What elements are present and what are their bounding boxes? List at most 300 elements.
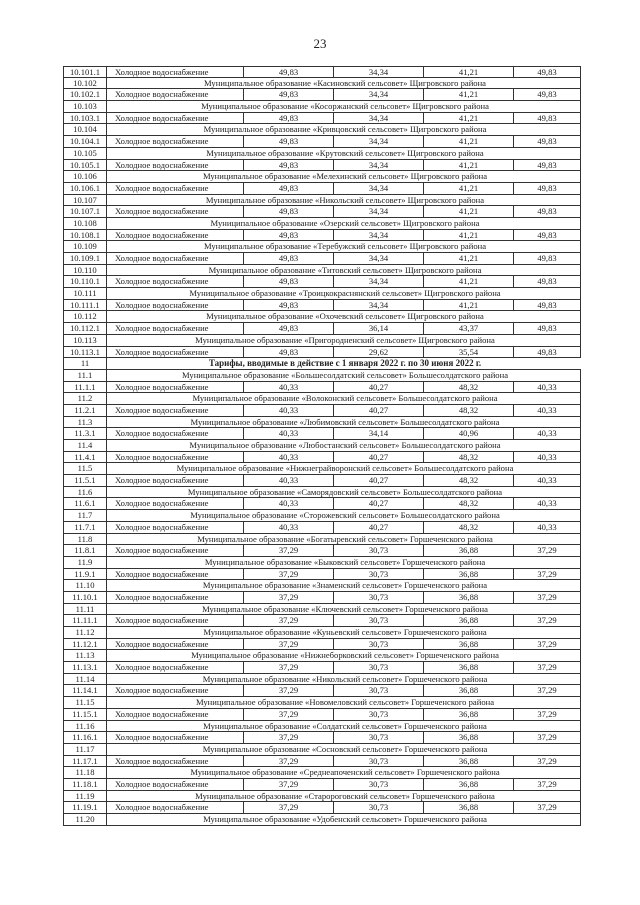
value-3: 41,21 bbox=[423, 160, 513, 171]
municipality-row bbox=[63, 241, 581, 253]
row-border bbox=[580, 791, 581, 802]
service-name: Холодное водоснабжение bbox=[115, 112, 209, 123]
municipality-row bbox=[63, 534, 581, 546]
row-number: 11.3.1 bbox=[63, 428, 107, 439]
value-1: 49,83 bbox=[243, 323, 333, 334]
municipality-name: Муниципальное образование «Среднеапоченский сельсовет» Горшеченского района bbox=[190, 767, 500, 778]
service-name: Холодное водоснабжение bbox=[115, 685, 209, 696]
row-number: 11.16.1 bbox=[63, 732, 107, 743]
row-border bbox=[580, 580, 581, 591]
value-4: 37,29 bbox=[513, 802, 581, 813]
value-3: 41,21 bbox=[423, 136, 513, 147]
row-number: 10.107.1 bbox=[63, 206, 107, 217]
service-name: Холодное водоснабжение bbox=[115, 253, 209, 263]
municipality-row bbox=[63, 311, 581, 323]
municipality-name: Муниципальное образование «Саморядовский сельсовет» Большесолдатского района bbox=[187, 486, 503, 497]
service-name: Холодное водоснабжение bbox=[115, 568, 209, 579]
value-3: 35,54 bbox=[423, 347, 513, 358]
row-number: 10.112 bbox=[63, 311, 107, 322]
tariff-row bbox=[63, 230, 581, 242]
row-number: 11.5.1 bbox=[63, 475, 107, 486]
municipality-row bbox=[63, 744, 581, 756]
service-name: Холодное водоснабжение bbox=[115, 708, 209, 719]
value-3: 48,32 bbox=[423, 405, 513, 416]
row-border bbox=[580, 487, 581, 498]
row-number: 10.109.1 bbox=[63, 253, 107, 264]
municipality-name: Муниципальное образование «Нижнеборковский сельсовет» Горшеченского района bbox=[191, 650, 499, 661]
row-border bbox=[580, 463, 581, 474]
service-name: Холодное водоснабжение bbox=[115, 591, 209, 602]
row-number: 11.15 bbox=[63, 697, 107, 708]
row-number: 10.104 bbox=[63, 124, 107, 135]
value-1: 49,83 bbox=[243, 67, 333, 77]
value-3: 36,88 bbox=[423, 615, 513, 626]
value-4: 37,29 bbox=[513, 662, 581, 673]
municipality-name: Муниципальное образование «Пригородненский сельсовет» Щигровского района bbox=[195, 334, 495, 345]
value-4: 49,83 bbox=[513, 276, 581, 287]
value-2: 34,14 bbox=[333, 428, 423, 439]
row-border bbox=[580, 604, 581, 615]
value-3: 36,88 bbox=[423, 779, 513, 790]
row-number: 10.102.1 bbox=[63, 89, 107, 100]
value-4: 49,83 bbox=[513, 160, 581, 171]
service-name: Холодное водоснабжение bbox=[115, 159, 209, 170]
municipality-name: Муниципальное образование «Охочевский сельсовет» Щигровского района bbox=[206, 311, 484, 322]
tariff-row bbox=[63, 89, 581, 101]
municipality-row bbox=[63, 604, 581, 616]
service-name: Холодное водоснабжение bbox=[115, 545, 209, 556]
row-number: 10.105.1 bbox=[63, 160, 107, 171]
row-number: 11.14.1 bbox=[63, 685, 107, 696]
value-3: 41,21 bbox=[423, 113, 513, 124]
value-4: 37,29 bbox=[513, 685, 581, 696]
municipality-row bbox=[63, 195, 581, 207]
row-border bbox=[580, 78, 581, 89]
value-4: 49,83 bbox=[513, 230, 581, 241]
service-name: Холодное водоснабжение bbox=[115, 67, 209, 77]
value-2: 34,34 bbox=[333, 253, 423, 264]
row-number: 10.108 bbox=[63, 218, 107, 229]
value-3: 36,88 bbox=[423, 685, 513, 696]
tariff-row bbox=[63, 685, 581, 697]
municipality-row bbox=[63, 580, 581, 592]
row-border bbox=[580, 767, 581, 778]
row-border bbox=[580, 195, 581, 206]
value-1: 49,83 bbox=[243, 347, 333, 358]
value-2: 30,73 bbox=[333, 569, 423, 580]
row-number: 10.104.1 bbox=[63, 136, 107, 147]
service-name: Холодное водоснабжение bbox=[115, 755, 209, 766]
value-1: 37,29 bbox=[243, 592, 333, 603]
municipality-row bbox=[63, 697, 581, 709]
municipality-row bbox=[63, 440, 581, 452]
service-name: Холодное водоснабжение bbox=[115, 136, 209, 147]
municipality-name: Муниципальное образование «Солдатский сельсовет» Горшеченского района bbox=[203, 720, 487, 731]
value-3: 36,88 bbox=[423, 662, 513, 673]
tariff-row bbox=[63, 709, 581, 721]
municipality-row bbox=[63, 393, 581, 405]
tariff-row bbox=[63, 498, 581, 510]
row-number: 10.111 bbox=[63, 288, 107, 299]
municipality-row bbox=[63, 335, 581, 347]
row-number: 11.4 bbox=[63, 440, 107, 451]
value-1: 40,33 bbox=[243, 498, 333, 509]
row-number: 10.110 bbox=[63, 265, 107, 276]
municipality-name: Муниципальное образование «Сосновский сельсовет» Горшеченского района bbox=[202, 743, 488, 754]
tariff-row bbox=[63, 253, 581, 265]
value-4: 37,29 bbox=[513, 615, 581, 626]
row-border bbox=[580, 650, 581, 661]
row-number: 11.7 bbox=[63, 510, 107, 521]
municipality-name: Муниципальное образование «Любостанский сельсовет» Большесолдатского района bbox=[189, 440, 501, 450]
value-1: 49,83 bbox=[243, 276, 333, 287]
service-name: Холодное водоснабжение bbox=[115, 404, 209, 415]
tariff-row bbox=[63, 662, 581, 674]
value-1: 37,29 bbox=[243, 709, 333, 720]
value-4: 49,83 bbox=[513, 323, 581, 334]
value-4: 40,33 bbox=[513, 498, 581, 509]
row-number: 11.10 bbox=[63, 580, 107, 591]
row-number: 11.7.1 bbox=[63, 522, 107, 533]
row-border bbox=[580, 440, 581, 451]
value-1: 40,33 bbox=[243, 382, 333, 393]
service-name: Холодное водоснабжение bbox=[115, 475, 209, 486]
row-number: 10.101.1 bbox=[63, 67, 107, 77]
row-number: 10.106 bbox=[63, 171, 107, 182]
row-number: 11.2 bbox=[63, 393, 107, 404]
tariff-row bbox=[63, 452, 581, 464]
section-row bbox=[63, 358, 581, 370]
value-1: 40,33 bbox=[243, 452, 333, 463]
row-number: 11.8.1 bbox=[63, 545, 107, 556]
value-1: 37,29 bbox=[243, 685, 333, 696]
value-2: 34,34 bbox=[333, 276, 423, 287]
tariff-row bbox=[63, 756, 581, 768]
row-number: 11.11.1 bbox=[63, 615, 107, 626]
row-number: 11.13 bbox=[63, 650, 107, 661]
row-number: 10.103.1 bbox=[63, 113, 107, 124]
municipality-row bbox=[63, 463, 581, 475]
value-4: 49,83 bbox=[513, 89, 581, 100]
value-3: 36,88 bbox=[423, 732, 513, 743]
value-3: 41,21 bbox=[423, 206, 513, 217]
value-3: 41,21 bbox=[423, 89, 513, 100]
service-name: Холодное водоснабжение bbox=[115, 381, 209, 392]
municipality-name: Муниципальное образование «Троицкокраснянский сельсовет» Щигровского района bbox=[189, 288, 501, 299]
row-border bbox=[580, 814, 581, 825]
row-number: 10.110.1 bbox=[63, 276, 107, 287]
row-number: 11.4.1 bbox=[63, 452, 107, 463]
municipality-name: Муниципальное образование «Титовский сельсовет» Щигровского района bbox=[208, 264, 482, 275]
value-1: 40,33 bbox=[243, 428, 333, 439]
value-4: 49,83 bbox=[513, 347, 581, 358]
row-number: 11.17 bbox=[63, 744, 107, 755]
row-number: 11.18 bbox=[63, 767, 107, 778]
value-3: 43,37 bbox=[423, 323, 513, 334]
row-number: 10.112.1 bbox=[63, 323, 107, 334]
value-3: 48,32 bbox=[423, 475, 513, 486]
row-border bbox=[580, 265, 581, 276]
value-3: 41,21 bbox=[423, 300, 513, 311]
municipality-row bbox=[63, 767, 581, 779]
value-2: 34,34 bbox=[333, 113, 423, 124]
value-1: 37,29 bbox=[243, 615, 333, 626]
municipality-name: Муниципальное образование «Удобенский сельсовет» Горшеченского района bbox=[203, 814, 487, 824]
tariff-row bbox=[63, 160, 581, 172]
row-number: 11.13.1 bbox=[63, 662, 107, 673]
service-name: Холодное водоснабжение bbox=[115, 778, 209, 789]
row-number: 11.5 bbox=[63, 463, 107, 474]
row-border bbox=[580, 721, 581, 732]
value-4: 37,29 bbox=[513, 639, 581, 650]
municipality-name: Муниципальное образование «Мелехинский сельсовет» Щигровского района bbox=[202, 171, 488, 182]
value-4: 49,83 bbox=[513, 136, 581, 147]
value-1: 37,29 bbox=[243, 732, 333, 743]
row-number: 11.11 bbox=[63, 604, 107, 615]
service-name: Холодное водоснабжение bbox=[115, 732, 209, 743]
service-name: Холодное водоснабжение bbox=[115, 802, 209, 813]
row-border bbox=[580, 218, 581, 229]
value-2: 34,34 bbox=[333, 136, 423, 147]
tariff-row bbox=[63, 545, 581, 557]
value-4: 40,33 bbox=[513, 522, 581, 533]
row-number: 10.103 bbox=[63, 101, 107, 112]
service-name: Холодное водоснабжение bbox=[115, 323, 209, 334]
municipality-row bbox=[63, 814, 581, 826]
value-2: 40,27 bbox=[333, 475, 423, 486]
value-4: 49,83 bbox=[513, 113, 581, 124]
value-4: 37,29 bbox=[513, 779, 581, 790]
row-number: 11.1 bbox=[63, 370, 107, 381]
value-1: 49,83 bbox=[243, 300, 333, 311]
service-name: Холодное водоснабжение bbox=[115, 428, 209, 439]
value-3: 40,96 bbox=[423, 428, 513, 439]
row-number: 11.2.1 bbox=[63, 405, 107, 416]
municipality-row bbox=[63, 171, 581, 183]
row-number: 11.12.1 bbox=[63, 639, 107, 650]
municipality-name: Муниципальное образование «Любимовский сельсовет» Большесолдатского района bbox=[190, 416, 500, 427]
service-name: Холодное водоснабжение bbox=[115, 615, 209, 626]
value-4: 49,83 bbox=[513, 253, 581, 264]
municipality-name: Муниципальное образование «Теребужский сельсовет» Щигровского района bbox=[203, 241, 487, 252]
value-2: 30,73 bbox=[333, 592, 423, 603]
value-2: 40,27 bbox=[333, 405, 423, 416]
section-title: Тарифы, вводимые в действие с 1 января 2022 г. по 30 июня 2022 г. bbox=[208, 358, 482, 369]
municipality-row bbox=[63, 510, 581, 522]
service-name: Холодное водоснабжение bbox=[115, 276, 209, 287]
row-number: 10.105 bbox=[63, 148, 107, 159]
value-4: 37,29 bbox=[513, 569, 581, 580]
row-number: 11.3 bbox=[63, 417, 107, 428]
value-1: 37,29 bbox=[243, 662, 333, 673]
tariff-row bbox=[63, 732, 581, 744]
value-1: 49,83 bbox=[243, 230, 333, 241]
value-3: 36,88 bbox=[423, 639, 513, 650]
value-1: 37,29 bbox=[243, 802, 333, 813]
municipality-name: Муниципальное образование «Ключевский сельсовет» Горшеченского района bbox=[202, 603, 488, 614]
municipality-row bbox=[63, 148, 581, 160]
tariff-row bbox=[63, 615, 581, 627]
value-1: 49,83 bbox=[243, 160, 333, 171]
municipality-row bbox=[63, 674, 581, 686]
value-4: 37,29 bbox=[513, 709, 581, 720]
row-border bbox=[580, 510, 581, 521]
value-4: 49,83 bbox=[513, 183, 581, 194]
row-border bbox=[580, 697, 581, 708]
value-4: 40,33 bbox=[513, 452, 581, 463]
value-2: 30,73 bbox=[333, 756, 423, 767]
value-4: 37,29 bbox=[513, 545, 581, 556]
row-number: 11.12 bbox=[63, 627, 107, 638]
value-1: 49,83 bbox=[243, 206, 333, 217]
service-name: Холодное водоснабжение bbox=[115, 229, 209, 240]
value-4: 40,33 bbox=[513, 405, 581, 416]
tariff-row bbox=[63, 382, 581, 394]
row-number: 11.8 bbox=[63, 534, 107, 545]
value-4: 40,33 bbox=[513, 382, 581, 393]
row-border bbox=[580, 148, 581, 159]
service-name: Холодное водоснабжение bbox=[115, 206, 209, 217]
value-2: 40,27 bbox=[333, 498, 423, 509]
value-2: 34,34 bbox=[333, 206, 423, 217]
row-number: 11.19 bbox=[63, 791, 107, 802]
municipality-row bbox=[63, 288, 581, 300]
row-number: 11.6 bbox=[63, 487, 107, 498]
value-2: 34,34 bbox=[333, 230, 423, 241]
value-1: 40,33 bbox=[243, 475, 333, 486]
municipality-row bbox=[63, 78, 581, 90]
value-2: 34,34 bbox=[333, 160, 423, 171]
tariff-row bbox=[63, 475, 581, 487]
value-1: 37,29 bbox=[243, 779, 333, 790]
value-3: 36,88 bbox=[423, 802, 513, 813]
value-2: 30,73 bbox=[333, 545, 423, 556]
value-4: 40,33 bbox=[513, 428, 581, 439]
municipality-name: Муниципальное образование «Волоконский сельсовет» Большесолдатского района bbox=[192, 393, 498, 404]
value-3: 48,32 bbox=[423, 522, 513, 533]
value-3: 41,21 bbox=[423, 183, 513, 194]
value-3: 41,21 bbox=[423, 230, 513, 241]
value-1: 49,83 bbox=[243, 253, 333, 264]
row-border bbox=[580, 311, 581, 322]
row-border bbox=[580, 171, 581, 182]
municipality-name: Муниципальное образование «Куньевский сельсовет» Горшеченского района bbox=[203, 627, 487, 637]
value-2: 40,27 bbox=[333, 382, 423, 393]
row-number: 11.19.1 bbox=[63, 802, 107, 813]
municipality-row bbox=[63, 417, 581, 429]
municipality-row bbox=[63, 487, 581, 499]
value-3: 48,32 bbox=[423, 498, 513, 509]
value-2: 30,73 bbox=[333, 685, 423, 696]
row-border bbox=[580, 335, 581, 346]
value-1: 49,83 bbox=[243, 136, 333, 147]
row-border bbox=[580, 101, 581, 112]
tariff-row bbox=[63, 66, 581, 78]
row-border bbox=[580, 557, 581, 568]
row-number: 10.111.1 bbox=[63, 300, 107, 311]
row-border bbox=[580, 124, 581, 135]
service-name: Холодное водоснабжение bbox=[115, 89, 209, 100]
row-border bbox=[580, 241, 581, 252]
row-border bbox=[580, 534, 581, 545]
row-border bbox=[580, 417, 581, 428]
value-1: 49,83 bbox=[243, 89, 333, 100]
row-number: 11.14 bbox=[63, 674, 107, 685]
row-number: 11.20 bbox=[63, 814, 107, 825]
row-number: 11.9 bbox=[63, 557, 107, 568]
value-1: 40,33 bbox=[243, 522, 333, 533]
municipality-name: Муниципальное образование «Никольский сельсовет» Горшеченского района bbox=[202, 673, 488, 684]
value-1: 37,29 bbox=[243, 569, 333, 580]
service-name: Холодное водоснабжение bbox=[115, 498, 209, 509]
value-2: 30,73 bbox=[333, 639, 423, 650]
row-number: 11.16 bbox=[63, 721, 107, 732]
value-3: 41,21 bbox=[423, 67, 513, 77]
row-border bbox=[580, 744, 581, 755]
row-number: 10.109 bbox=[63, 241, 107, 252]
tariff-row bbox=[63, 206, 581, 218]
value-3: 36,88 bbox=[423, 709, 513, 720]
value-4: 49,83 bbox=[513, 300, 581, 311]
row-number: 10.106.1 bbox=[63, 183, 107, 194]
row-number: 10.113.1 bbox=[63, 347, 107, 358]
tariff-row bbox=[63, 802, 581, 814]
value-4: 49,83 bbox=[513, 206, 581, 217]
value-2: 30,73 bbox=[333, 709, 423, 720]
municipality-name: Муниципальное образование «Быковский сельсовет» Горшеченского района bbox=[204, 556, 486, 567]
row-border bbox=[580, 288, 581, 299]
tariff-row bbox=[63, 522, 581, 534]
municipality-name: Муниципальное образование «Озерский сельсовет» Щигровского района bbox=[210, 217, 480, 228]
value-2: 30,73 bbox=[333, 802, 423, 813]
value-2: 30,73 bbox=[333, 662, 423, 673]
value-3: 36,88 bbox=[423, 592, 513, 603]
municipality-row bbox=[63, 124, 581, 136]
row-number: 11 bbox=[63, 358, 107, 369]
value-4: 37,29 bbox=[513, 732, 581, 743]
tariff-row bbox=[63, 592, 581, 604]
tariff-row bbox=[63, 183, 581, 195]
tariff-row bbox=[63, 323, 581, 335]
tariff-row bbox=[63, 136, 581, 148]
municipality-row bbox=[63, 218, 581, 230]
service-name: Холодное водоснабжение bbox=[115, 299, 209, 310]
municipality-name: Муниципальное образование «Богатыревский сельсовет» Горшеченского района bbox=[197, 533, 493, 544]
municipality-row bbox=[63, 557, 581, 569]
value-4: 49,83 bbox=[513, 67, 581, 77]
tariff-row bbox=[63, 639, 581, 651]
tariff-table bbox=[63, 66, 581, 826]
row-number: 11.17.1 bbox=[63, 756, 107, 767]
value-2: 34,34 bbox=[333, 89, 423, 100]
tariff-row bbox=[63, 276, 581, 288]
service-name: Холодное водоснабжение bbox=[115, 182, 209, 193]
municipality-name: Муниципальное образование «Нижнеграйворонский сельсовет» Большесолдатского района bbox=[176, 463, 514, 474]
municipality-name: Муниципальное образование «Сторожевский сельсовет» Большесолдатского района bbox=[190, 510, 500, 521]
row-number: 11.18.1 bbox=[63, 779, 107, 790]
row-number: 11.10.1 bbox=[63, 592, 107, 603]
value-2: 29,62 bbox=[333, 347, 423, 358]
municipality-name: Муниципальное образование «Касиновский сельсовет» Щигровского района bbox=[204, 77, 486, 88]
value-2: 30,73 bbox=[333, 779, 423, 790]
municipality-row bbox=[63, 650, 581, 662]
value-3: 48,32 bbox=[423, 452, 513, 463]
value-3: 36,88 bbox=[423, 756, 513, 767]
value-1: 49,83 bbox=[243, 113, 333, 124]
value-1: 37,29 bbox=[243, 545, 333, 556]
service-name: Холодное водоснабжение bbox=[115, 662, 209, 673]
municipality-row bbox=[63, 101, 581, 113]
